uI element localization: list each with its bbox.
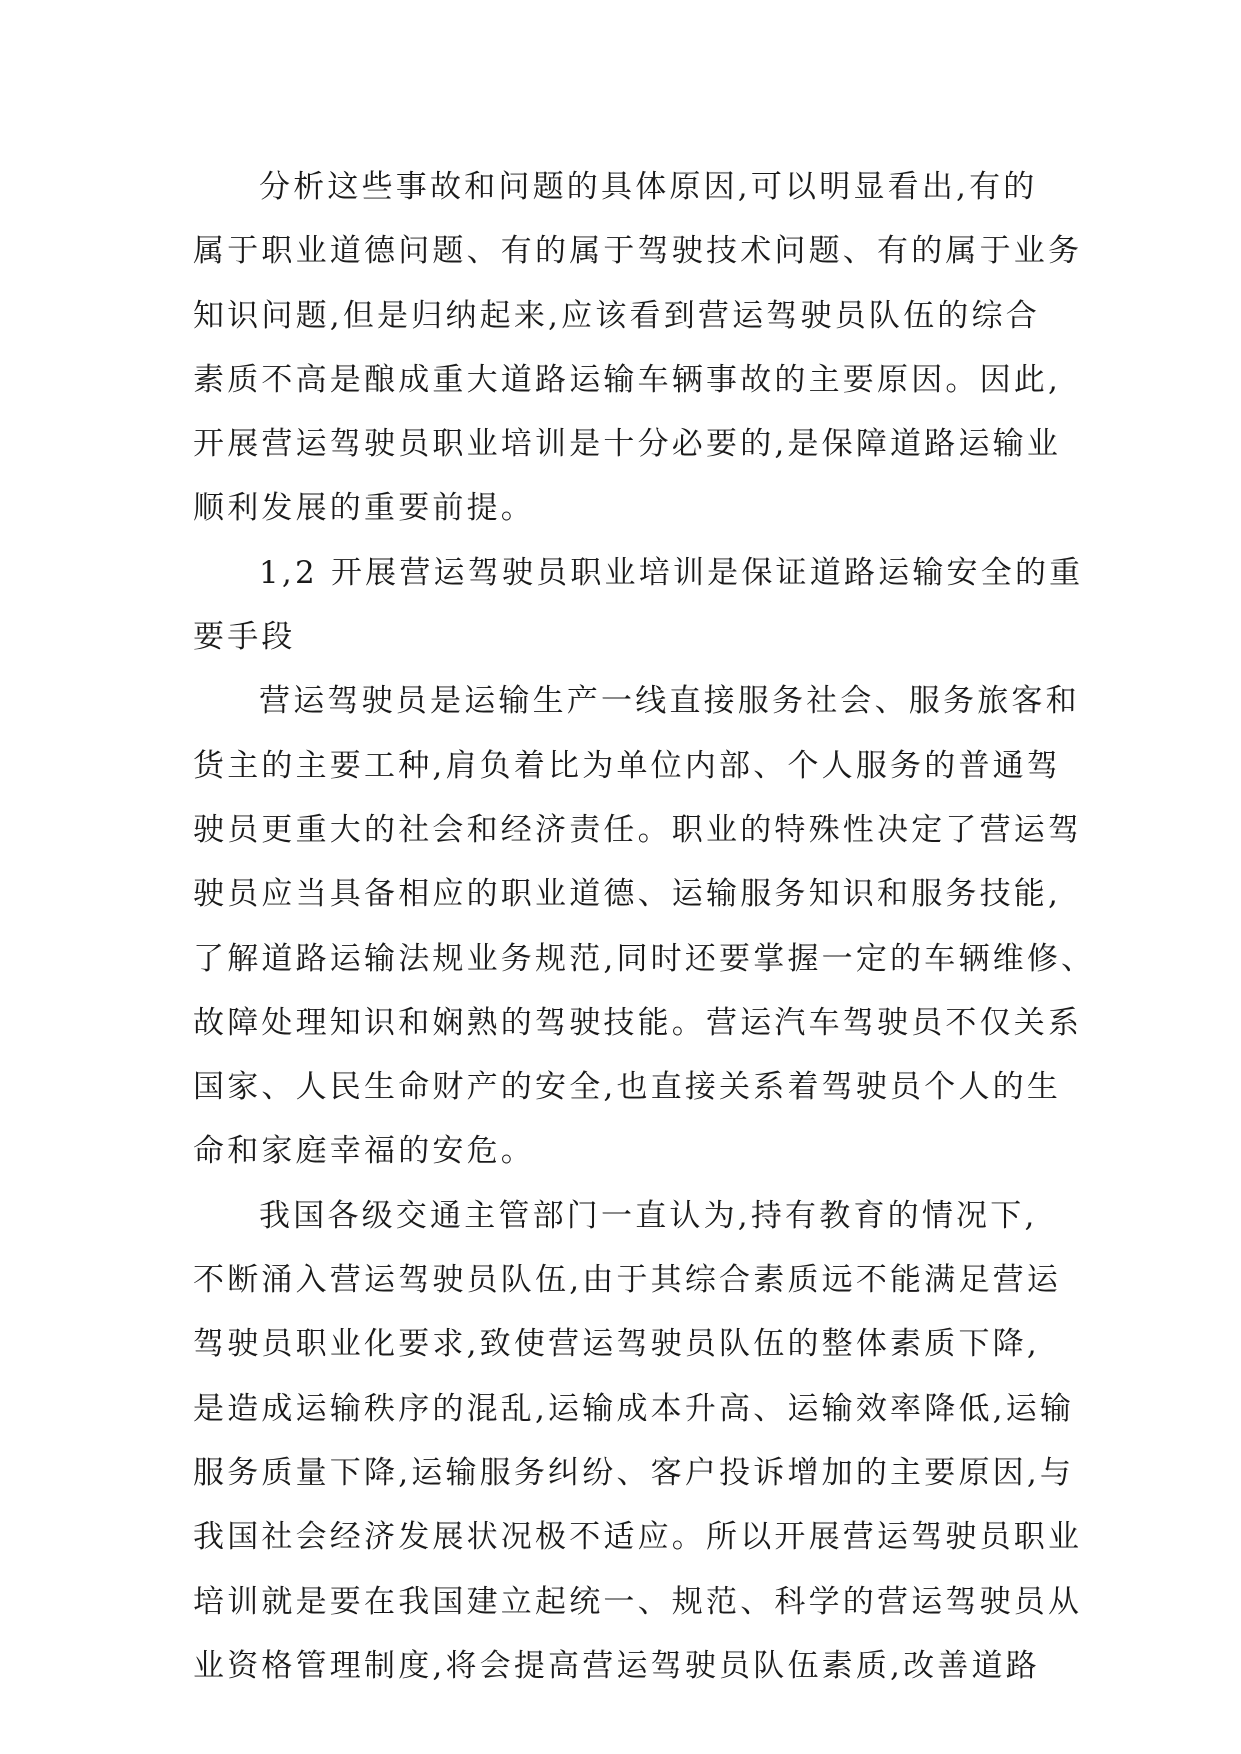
text-line: 知识问题,但是归纳起来,应该看到营运驾驶员队伍的综合 (193, 297, 1040, 334)
text-line: 属于职业道德问题、有的属于驾驶技术问题、有的属于业务 (193, 233, 1083, 270)
text-line: 驾驶员职业化要求,致使营运驾驶员队伍的整体素质下降, (193, 1326, 1040, 1363)
text-line: 命和家庭幸福的安危。 (193, 1133, 535, 1170)
section-heading-1-2 (193, 541, 1084, 670)
paragraph-transport-authorities (193, 1184, 1083, 1698)
text-line: 分析这些事故和问题的具体原因,可以明显看出,有的 (259, 169, 1038, 205)
text-line: 顺利发展的重要前提。 (193, 490, 535, 527)
text-line: 了解道路运输法规业务规范,同时还要掌握一定的车辆维修、 (193, 940, 1096, 977)
text-line: 我国各级交通主管部门一直认为,持有教育的情况下, (259, 1197, 1038, 1234)
paragraph-driver-role (193, 669, 1096, 1183)
paragraph-accident-causes (193, 155, 1083, 541)
text-line: 培训就是要在我国建立起统一、规范、科学的营运驾驶员从 (193, 1583, 1083, 1620)
document-body (193, 155, 1096, 1698)
text-line: 营运驾驶员是运输生产一线直接服务社会、服务旅客和 (259, 683, 1080, 720)
text-line: 货主的主要工种,肩负着比为单位内部、个人服务的普通驾 (193, 747, 1062, 784)
text-line: 服务质量下降,运输服务纠纷、客户投诉增加的主要原因,与 (193, 1454, 1075, 1491)
text-line: 我国社会经济发展状况极不适应。所以开展营运驾驶员职业 (193, 1519, 1083, 1556)
text-line: 是造成运输秩序的混乱,运输成本升高、运输效率降低,运输 (193, 1390, 1075, 1427)
text-line: 驶员更重大的社会和经济责任。职业的特殊性决定了营运驾 (193, 811, 1083, 848)
text-line: 故障处理知识和娴熟的驾驶技能。营运汽车驾驶员不仅关系 (193, 1004, 1083, 1041)
text-line: 业资格管理制度,将会提高营运驾驶员队伍素质,改善道路 (193, 1647, 1040, 1684)
heading-line: 1,2 开展营运驾驶员职业培训是保证道路运输安全的重 (259, 554, 1084, 591)
text-line: 开展营运驾驶员职业培训是十分必要的,是保障道路运输业 (193, 426, 1062, 463)
text-line: 不断涌入营运驾驶员队伍,由于其综合素质远不能满足营运 (193, 1262, 1062, 1299)
text-line: 驶员应当具备相应的职业道德、运输服务知识和服务技能, (193, 876, 1062, 913)
heading-line: 要手段 (193, 619, 296, 656)
text-line: 素质不高是酿成重大道路运输车辆事故的主要原因。因此, (193, 361, 1062, 398)
text-line: 国家、人民生命财产的安全,也直接关系着驾驶员个人的生 (193, 1069, 1062, 1106)
